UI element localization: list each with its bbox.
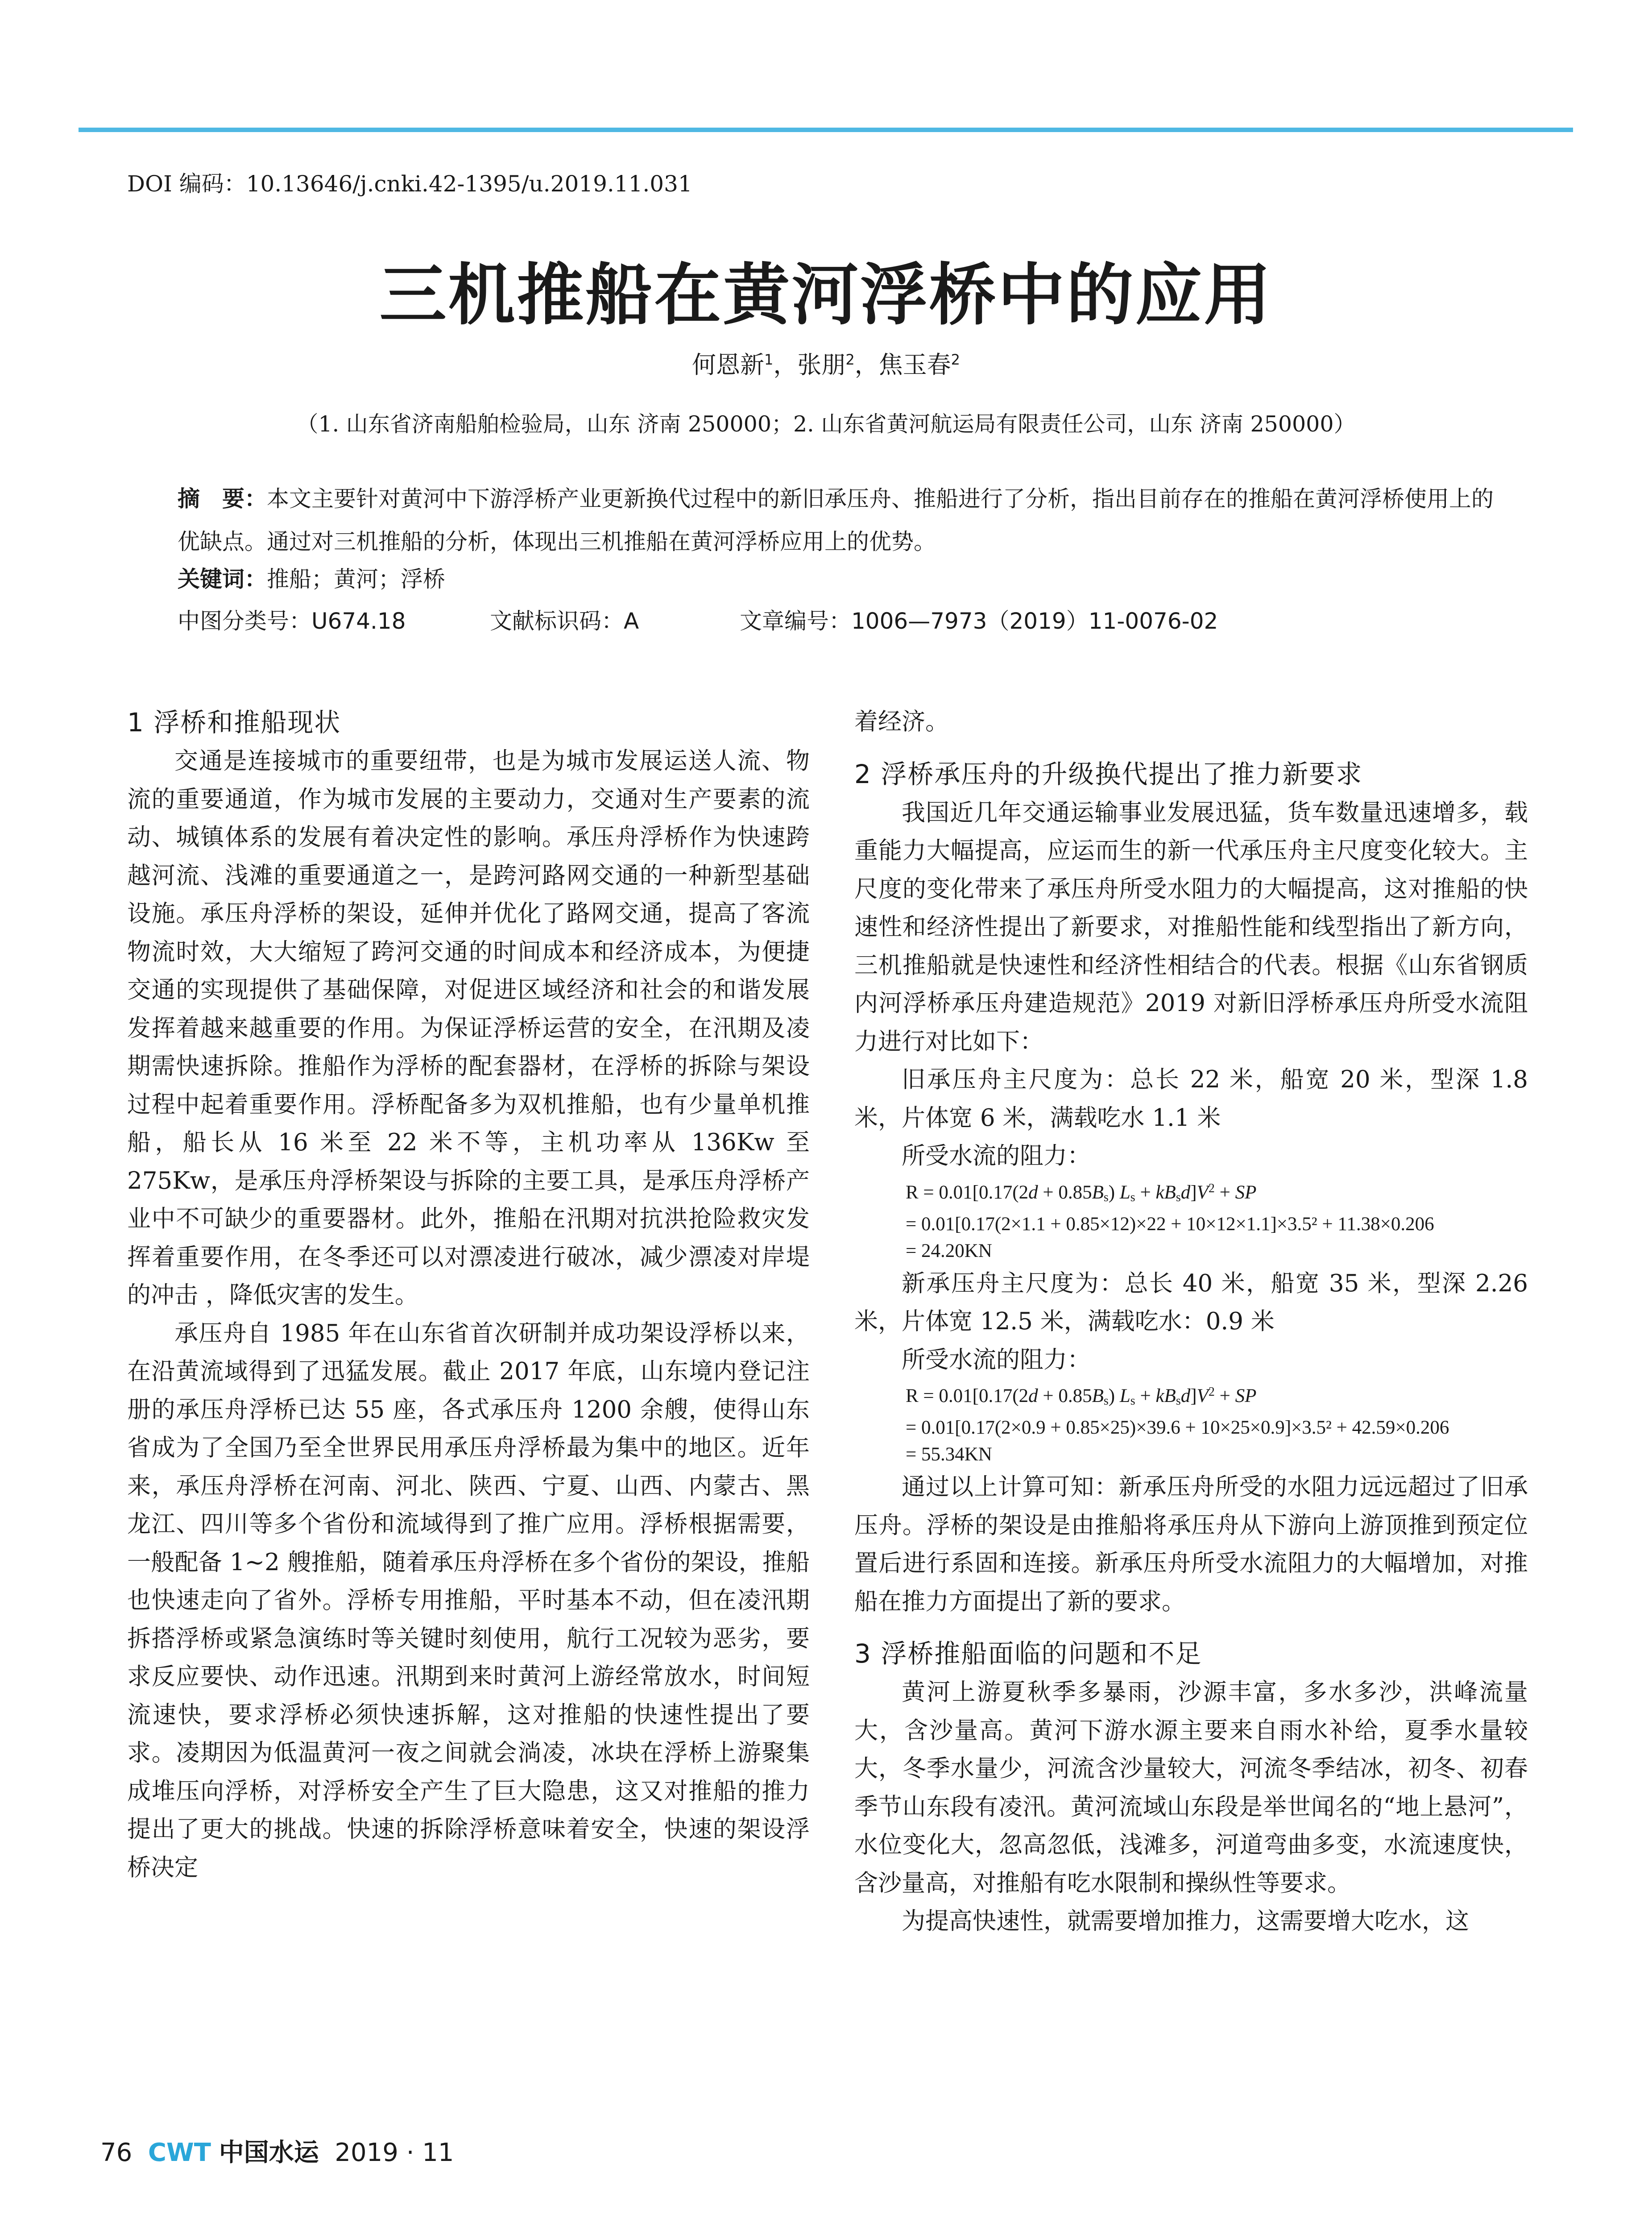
- paper-title: 三机推船在黄河浮桥中的应用: [379, 256, 1273, 334]
- formula-line: $R = 0.01[0.17(2d + 0.85B_s)$ $L_s + kB_sd]V^2$ + SP: [906, 1181, 1257, 1204]
- doi: DOI 编码：10.13646/j.cnki.42-1395/u.2019.11.031: [127, 171, 692, 197]
- page-number: 76: [100, 2138, 132, 2167]
- paragraph: 为提高快速性，就需要增加推力，这需要增大吃水，这: [902, 1908, 1469, 1935]
- issue-info: 2019 · 11: [335, 2138, 454, 2167]
- article-number: 文章编号：1006—7973（2019）11-0076-02: [740, 608, 1218, 634]
- formula-label: 所受水流的阻力：: [902, 1142, 1091, 1169]
- formula-line: = 24.20KN: [906, 1240, 992, 1261]
- brand-logo: CWT: [148, 2138, 211, 2167]
- abstract-label: 摘 要：: [178, 486, 267, 512]
- section-heading-3: 3 浮桥推船面临的问题和不足: [854, 1638, 1202, 1669]
- left-column: [127, 703, 810, 1887]
- paragraph: 承压舟自 1985 年在山东省首次研制并成功架设浮桥以来，在沿黄流域得到了迅猛发展。截止 2017 年底，山东境内登记注册的承压舟浮桥已达 55 座，各式承压舟 1200 余艘，使得山东省成为了全国乃至全世界民用承压舟浮桥最为集中的地区。近年来，承压舟浮桥在河南、河北、陕西、宁夏、山西、内蒙古、黑龙江、四川等多个省份和流域得到了推广应用。浮桥根据需要，一般配备 1~2 艘推船，随着承压舟浮桥在多个省份的架设，推船也快速走向了省外。浮桥专用推船，平时基本不动，但在凌汛期拆搭浮桥或紧急演练时等关键时刻使用，航行工况较为恶劣，要求反应要快、动作迅速。汛期到来时黄河上游经常放水，时间短流速快，要求浮桥必须快速拆解，这对推船的快速性提出了要求。凌期因为低温黄河一夜之间就会淌凌，冰块在浮桥上游聚集成堆压向浮桥，对浮桥安全产生了巨大隐患，这又对推船的推力提出了更大的挑战。快速的拆除浮桥意味着安全，快速的架设浮桥决定: [127, 1319, 810, 1881]
- section-heading-2: 2 浮桥承压舟的升级换代提出了推力新要求: [854, 759, 1363, 789]
- clc-number: 中图分类号：U674.18: [178, 608, 406, 634]
- paragraph: 交通是连接城市的重要纽带，也是为城市发展运送人流、物流的重要通道，作为城市发展的主要动力，交通对生产要素的流动、城镇体系的发展有着决定性的影响。承压舟浮桥作为快速跨越河流、浅滩的重要通道之一，是跨河路网交通的一种新型基础设施。承压舟浮桥的架设，延伸并优化了路网交通，提高了客流物流时效，大大缩短了跨河交通的时间成本和经济成本，为便捷交通的实现提供了基础保障，对促进区域经济和社会的和谐发展发挥着越来越重要的作用。为保证浮桥运营的安全，在汛期及凌期需快速拆除。推船作为浮桥的配套器材，在浮桥的拆除与架设过程中起着重要作用。浮桥配备多为双机推船，也有少量单机推船，船长从 16 米至 22 米不等，主机功率从 136Kw 至 275Kw，是承压舟浮桥架设与拆除的主要工具，是承压舟浮桥产业中不可缺少的重要器材。此外，推船在汛期对抗洪抢险救灾发挥着重要作用，在冬季还可以对漂凌进行破冰，减少漂凌对岸堤的冲击 ，降低灾害的发生。: [127, 747, 810, 1309]
- formula-old: [906, 1175, 1528, 1265]
- keywords-text: 推船；黄河；浮桥: [267, 566, 445, 592]
- section-heading-1: 1 浮桥和推船现状: [127, 707, 341, 738]
- formula-label: 所受水流的阻力：: [902, 1346, 1091, 1373]
- formula-new: [906, 1379, 1528, 1468]
- paragraph: 黄河上游夏秋季多暴雨，沙源丰富，多水多沙，洪峰流量大，含沙量高。黄河下游水源主要来自雨水补给，夏季水量较大，冬季水量少，河流含沙量较大，河流冬季结冰，初冬、初春季节山东段有凌汛。黄河流域山东段是举世闻名的“地上悬河”，水位变化大，忽高忽低，浅滩多，河道弯曲多变，水流速度快，含沙量高，对推船有吃水限制和操纵性等要求。: [854, 1679, 1528, 1897]
- paragraph: 新承压舟主尺度为：总长 40 米，船宽 35 米，型深 2.26 米，片体宽 12.5 米，满载吃水：0.9 米: [854, 1269, 1528, 1335]
- right-column: [854, 703, 1528, 1941]
- paragraph: 通过以上计算可知：新承压舟所受的水阻力远远超过了旧承压舟。浮桥的架设是由推船将承压舟从下游向上游顶推到预定位置后进行系固和连接。新承压舟所受水流阻力的大幅增加，对推船在推力方面提出了新的要求。: [854, 1473, 1528, 1615]
- author-name: 何恩新: [691, 351, 764, 379]
- keywords-label: 关键词：: [178, 566, 267, 592]
- author-sup: 2: [845, 351, 855, 368]
- formula-line: = 0.01[0.17(2×0.9 + 0.85×25)×39.6 + 10×25×0.9]×3.5² + 42.59×0.206: [906, 1417, 1449, 1438]
- classification-line: [178, 603, 1218, 635]
- abstract-text: 本文主要针对黄河中下游浮桥产业更新换代过程中的新旧承压舟、推船进行了分析，指出目前存在的推船在黄河浮桥使用上的优缺点。通过对三机推船的分析，体现出三机推船在黄河浮桥应用上的优势。: [178, 486, 1494, 555]
- keywords: [178, 561, 445, 593]
- formula-line: $R = 0.01[0.17(2d + 0.85B_s)$ $L_s + kB_sd]V^2$ + SP: [906, 1385, 1257, 1408]
- formula-line: = 55.34KN: [906, 1444, 992, 1465]
- authors: 何恩新$^1$，张朋$^2$，焦玉春$^2$: [691, 351, 961, 379]
- magazine-name: 中国水运: [219, 2138, 319, 2167]
- formula-line: = 0.01[0.17(2×1.1 + 0.85×12)×22 + 10×12×1.1]×3.5² + 11.38×0.206: [906, 1213, 1434, 1235]
- author-sup: 1: [764, 351, 774, 368]
- affiliations: （1. 山东省济南船舶检验局，山东 济南 250000；2. 山东省黄河航运局有限责任公司，山东 济南 250000）: [296, 411, 1356, 437]
- document-code: 文献标识码：A: [490, 608, 639, 634]
- paragraph: 旧承压舟主尺度为：总长 22 米，船宽 20 米，型深 1.8 米，片体宽 6 米，满载吃水 1.1 米: [854, 1066, 1528, 1132]
- page-footer: [100, 2133, 454, 2169]
- author-sup: 2: [951, 351, 961, 368]
- paragraph-continuation: 着经济。: [854, 708, 949, 735]
- author-name: 张朋: [797, 351, 846, 379]
- paragraph: 我国近几年交通运输事业发展迅猛，货车数量迅速增多，载重能力大幅提高，应运而生的新一代承压舟主尺度变化较大。主尺度的变化带来了承压舟所受水阻力的大幅提高，这对推船的快速性和经济性提出了新要求，对推船性能和线型指出了新方向，三机推船就是快速性和经济性相结合的代表。根据《山东省钢质内河浮桥承压舟建造规范》2019 对新旧浮桥承压舟所受水流阻力进行对比如下：: [854, 799, 1528, 1055]
- abstract: [178, 477, 1494, 563]
- author-name: 焦玉春: [878, 351, 951, 379]
- header-rule: [79, 128, 1573, 132]
